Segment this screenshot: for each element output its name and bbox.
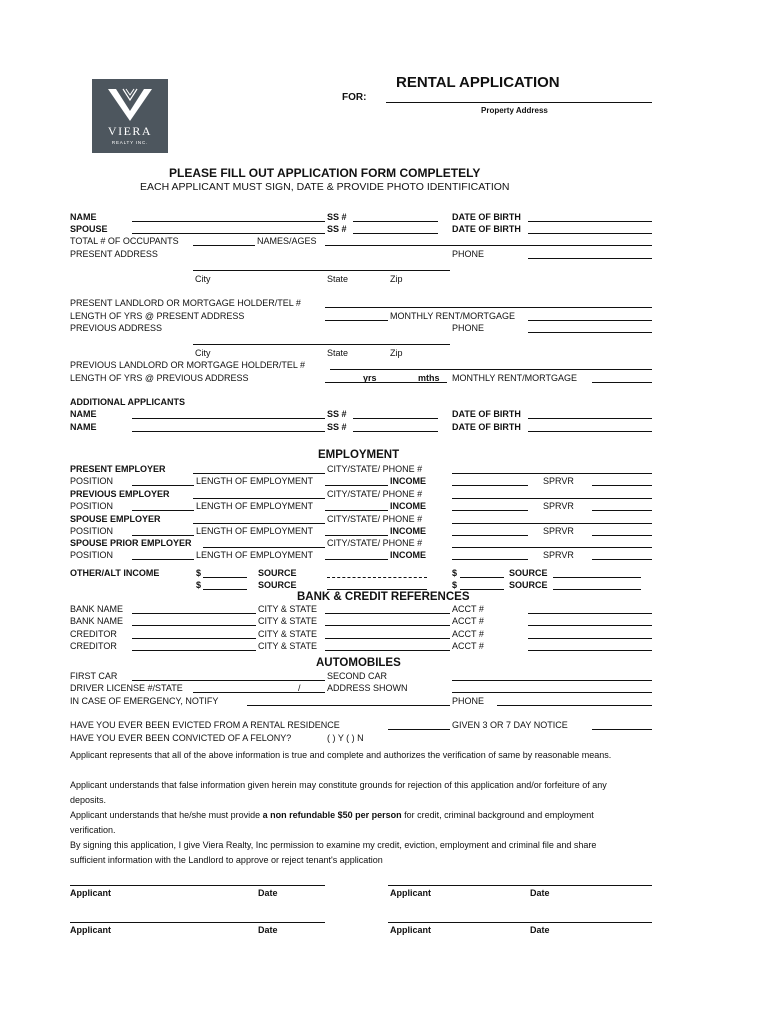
previous-employer-label: PREVIOUS EMPLOYER (70, 489, 170, 499)
add-name-field-1[interactable] (132, 418, 325, 419)
sprvr-label-2: SPRVR (543, 501, 574, 511)
source-label-4: SOURCE (509, 580, 548, 590)
creditor-city-state-field-2[interactable] (325, 650, 450, 651)
source-field-3[interactable] (327, 589, 427, 590)
spouse-prior-employer-field[interactable] (203, 547, 325, 548)
income-field-3[interactable] (452, 535, 528, 536)
first-car-field[interactable] (132, 680, 325, 681)
present-address-field[interactable] (193, 270, 450, 271)
present-landlord-label: PRESENT LANDLORD OR MORTGAGE HOLDER/TEL # (70, 298, 301, 308)
ss-field[interactable] (353, 221, 438, 222)
fee-paragraph (70, 808, 630, 837)
previous-phone-field[interactable] (528, 332, 652, 333)
applicant-signature-line-1[interactable] (70, 885, 325, 886)
spouse-ss-field[interactable] (353, 233, 438, 234)
position-label-4: POSITION (70, 550, 114, 560)
creditor-acct-field-2[interactable] (528, 650, 652, 651)
income-label-4: INCOME (390, 550, 426, 560)
bank-acct-field-2[interactable] (528, 625, 652, 626)
source-label-3: SOURCE (258, 580, 297, 590)
spouse-prior-csp-field[interactable] (452, 547, 652, 548)
creditor-label-1: CREDITOR (70, 629, 117, 639)
income-field-2[interactable] (452, 510, 528, 511)
creditor-acct-label-2: ACCT # (452, 641, 484, 651)
add-dob-field-1[interactable] (528, 418, 652, 419)
present-employer-csp-field[interactable] (452, 473, 652, 474)
creditor-city-state-label-2: CITY & STATE (258, 641, 318, 651)
bank-acct-label-1: ACCT # (452, 604, 484, 614)
spouse-ss-label: SS # (327, 224, 347, 234)
first-car-label: FIRST CAR (70, 671, 118, 681)
zip-label: Zip (390, 274, 403, 284)
position-label-1: POSITION (70, 476, 114, 486)
emergency-phone-field[interactable] (497, 705, 652, 706)
date-label-2: Date (530, 888, 550, 898)
felony-yn-options[interactable]: ( ) Y ( ) N (327, 733, 364, 743)
other-income-amount-3[interactable] (203, 589, 247, 590)
dob-label: DATE OF BIRTH (452, 212, 521, 222)
source-label-1: SOURCE (258, 568, 297, 578)
names-ages-label: NAMES/AGES (257, 236, 317, 246)
source-field-2[interactable] (553, 577, 641, 578)
false-information-paragraph: Applicant understands that false information given herein may constitute grounds for rejection of this application and/or forfeiture of any deposits. (70, 780, 607, 805)
form-title: RENTAL APPLICATION (396, 74, 560, 91)
creditor-city-state-label-1: CITY & STATE (258, 629, 318, 639)
income-label-1: INCOME (390, 476, 426, 486)
property-address-label: Property Address (481, 106, 548, 115)
bank-acct-label-2: ACCT # (452, 616, 484, 626)
sprvr-label-3: SPRVR (543, 526, 574, 536)
fee-paragraph-end: for credit, criminal background and employment verification. (70, 810, 594, 835)
creditor-field-2[interactable] (132, 650, 256, 651)
bank-name-field-1[interactable] (132, 613, 256, 614)
sign-instructions: EACH APPLICANT MUST SIGN, DATE & PROVIDE PHOTO IDENTIFICATION (140, 181, 510, 193)
viera-realty-logo (92, 79, 168, 153)
position-field-4[interactable] (132, 559, 194, 560)
bank-city-state-field-2[interactable] (325, 625, 450, 626)
phone-label: PHONE (452, 249, 485, 259)
other-income-label: OTHER/ALT INCOME (70, 568, 160, 578)
length-employment-label-1: LENGTH OF EMPLOYMENT (196, 476, 314, 486)
spouse-dob-label: DATE OF BIRTH (452, 224, 521, 234)
other-income-dollar-1: $ (196, 568, 202, 578)
previous-employer-csp-label: CITY/STATE/ PHONE # (327, 489, 423, 499)
for-label: FOR: (342, 92, 367, 103)
income-field-4[interactable] (452, 559, 528, 560)
other-income-amount-4[interactable] (460, 589, 504, 590)
previous-landlord-field[interactable] (330, 369, 652, 370)
length-present-label: LENGTH OF YRS @ PRESENT ADDRESS (70, 311, 245, 321)
length-employment-label-3: LENGTH OF EMPLOYMENT (196, 526, 314, 536)
position-label-2: POSITION (70, 501, 114, 511)
add-ss-label-2: SS # (327, 422, 347, 432)
position-field-3[interactable] (132, 535, 194, 536)
name-field[interactable] (132, 221, 325, 222)
length-employment-field-2[interactable] (325, 510, 388, 511)
creditor-field-1[interactable] (132, 638, 256, 639)
add-dob-label-2: DATE OF BIRTH (452, 422, 521, 432)
spouse-label: SPOUSE (70, 224, 108, 234)
phone-field[interactable] (528, 258, 652, 259)
source-label-2: SOURCE (509, 568, 548, 578)
bank-name-label-1: BANK NAME (70, 604, 124, 614)
sprvr-field-2[interactable] (592, 510, 652, 511)
spouse-employer-csp-field[interactable] (452, 523, 652, 524)
previous-employer-csp-field[interactable] (452, 498, 652, 499)
total-occupants-field[interactable] (193, 245, 255, 246)
date-label-3: Date (258, 925, 278, 935)
logo-sub: REALTY INC. (111, 140, 149, 145)
bank-city-state-field-1[interactable] (325, 613, 450, 614)
mths-label: mths (418, 373, 440, 383)
prev-zip-label: Zip (390, 348, 403, 358)
logo-name: VIERA (107, 124, 153, 138)
sprvr-field-4[interactable] (592, 559, 652, 560)
total-occupants-label: TOTAL # OF OCCUPANTS (70, 236, 179, 246)
add-name-label-1: NAME (70, 409, 97, 419)
permission-paragraph: By signing this application, I give Viera Realty, Inc permission to examine my credit, eviction, employment and criminal file and share sufficient information with the Landlord to approve or reject tenant's application (70, 840, 597, 865)
applicant-signature-line-3[interactable] (70, 922, 325, 923)
present-employer-csp-label: CITY/STATE/ PHONE # (327, 464, 423, 474)
given-notice-label: GIVEN 3 OR 7 DAY NOTICE (452, 720, 568, 730)
bank-name-field-2[interactable] (132, 625, 256, 626)
creditor-acct-field-1[interactable] (528, 638, 652, 639)
present-employer-field[interactable] (193, 473, 325, 474)
spouse-employer-label: SPOUSE EMPLOYER (70, 514, 161, 524)
other-income-amount-1[interactable] (203, 577, 247, 578)
applicant-label-1: Applicant (70, 888, 112, 898)
employment-heading: EMPLOYMENT (318, 449, 400, 461)
position-label-3: POSITION (70, 526, 114, 536)
income-label-3: INCOME (390, 526, 426, 536)
add-ss-field-2[interactable] (353, 431, 438, 432)
dob-field[interactable] (528, 221, 652, 222)
ss-label: SS # (327, 212, 347, 222)
emergency-contact-label: IN CASE OF EMERGENCY, NOTIFY (70, 696, 219, 706)
bank-acct-field-1[interactable] (528, 613, 652, 614)
length-previous-label: LENGTH OF YRS @ PREVIOUS ADDRESS (70, 373, 249, 383)
spouse-prior-csp-label: CITY/STATE/ PHONE # (327, 538, 423, 548)
additional-applicants-label: ADDITIONAL APPLICANTS (70, 397, 186, 407)
city-label: City (195, 274, 211, 284)
evicted-question: HAVE YOU EVER BEEN EVICTED FROM A RENTAL RESIDENCE (70, 720, 340, 730)
authorization-paragraph: Applicant represents that all of the above information is true and complete and authorizes the verification of same by reasonable means. (70, 750, 612, 760)
evicted-field[interactable] (388, 729, 450, 730)
previous-landlord-label: PREVIOUS LANDLORD OR MORTGAGE HOLDER/TEL # (70, 360, 306, 370)
source-field-1[interactable] (327, 577, 427, 578)
second-car-field[interactable] (452, 680, 652, 681)
length-employment-field-1[interactable] (325, 485, 388, 486)
length-employment-field-4[interactable] (325, 559, 388, 560)
position-field-1[interactable] (132, 485, 194, 486)
source-field-4[interactable] (553, 589, 641, 590)
property-address-line[interactable] (386, 102, 652, 103)
state-label: State (327, 274, 349, 284)
add-dob-field-2[interactable] (528, 431, 652, 432)
present-employer-label: PRESENT EMPLOYER (70, 464, 166, 474)
driver-license-slash: / (298, 683, 301, 693)
applicant-signature-line-2[interactable] (388, 885, 652, 886)
prev-city-label: City (195, 348, 211, 358)
length-present-field[interactable] (325, 320, 388, 321)
position-field-2[interactable] (132, 510, 194, 511)
add-ss-label-1: SS # (327, 409, 347, 419)
yrs-label: yrs (363, 373, 377, 383)
automobiles-heading: AUTOMOBILES (316, 657, 401, 669)
add-name-label-2: NAME (70, 422, 97, 432)
applicant-label-4: Applicant (390, 925, 432, 935)
other-income-dollar-3: $ (196, 580, 202, 590)
driver-license-label: DRIVER LICENSE #/STATE (70, 683, 183, 693)
other-income-dollar-2: $ (452, 568, 458, 578)
prev-state-label: State (327, 348, 349, 358)
creditor-city-state-field-1[interactable] (325, 638, 450, 639)
spouse-employer-csp-label: CITY/STATE/ PHONE # (327, 514, 423, 524)
other-income-amount-2[interactable] (460, 577, 504, 578)
other-income-dollar-4: $ (452, 580, 458, 590)
monthly-rent-label: MONTHLY RENT/MORTGAGE (390, 311, 516, 321)
applicant-label-2: Applicant (390, 888, 432, 898)
previous-address-label: PREVIOUS ADDRESS (70, 323, 163, 333)
driver-license-field[interactable] (193, 692, 325, 693)
income-field-1[interactable] (452, 485, 528, 486)
fee-paragraph-start: Applicant understands that he/she must provide (70, 810, 263, 820)
income-label-2: INCOME (390, 501, 426, 511)
bank-credit-heading: BANK & CREDIT REFERENCES (297, 591, 470, 603)
spouse-prior-employer-label: SPOUSE PRIOR EMPLOYER (70, 538, 192, 548)
address-shown-label: ADDRESS SHOWN (327, 683, 408, 693)
previous-employer-field[interactable] (193, 498, 325, 499)
monthly-rent-field[interactable] (528, 320, 652, 321)
previous-address-field[interactable] (193, 344, 450, 345)
bank-name-label-2: BANK NAME (70, 616, 124, 626)
sprvr-field-1[interactable] (592, 485, 652, 486)
felony-question: HAVE YOU EVER BEEN CONVICTED OF A FELONY? (70, 733, 292, 743)
add-dob-label-1: DATE OF BIRTH (452, 409, 521, 419)
date-label-1: Date (258, 888, 278, 898)
spouse-field[interactable] (132, 233, 325, 234)
bank-city-state-label-2: CITY & STATE (258, 616, 318, 626)
date-label-4: Date (530, 925, 550, 935)
spouse-employer-field[interactable] (193, 523, 325, 524)
creditor-acct-label-1: ACCT # (452, 629, 484, 639)
address-shown-field[interactable] (452, 692, 652, 693)
add-name-field-2[interactable] (132, 431, 325, 432)
length-employment-label-4: LENGTH OF EMPLOYMENT (196, 550, 314, 560)
previous-phone-label: PHONE (452, 323, 485, 333)
add-ss-field-1[interactable] (353, 418, 438, 419)
emergency-contact-field[interactable] (247, 705, 450, 706)
length-employment-field-3[interactable] (325, 535, 388, 536)
applicant-signature-line-4[interactable] (388, 922, 652, 923)
spouse-dob-field[interactable] (528, 233, 652, 234)
sprvr-field-3[interactable] (592, 535, 652, 536)
emergency-phone-label: PHONE (452, 696, 485, 706)
fill-out-headline: PLEASE FILL OUT APPLICATION FORM COMPLETELY (169, 166, 481, 180)
creditor-label-2: CREDITOR (70, 641, 117, 651)
present-address-label: PRESENT ADDRESS (70, 249, 158, 259)
sprvr-label-4: SPRVR (543, 550, 574, 560)
prev-monthly-rent-field[interactable] (592, 382, 652, 383)
present-landlord-field[interactable] (325, 307, 652, 308)
prev-monthly-rent-label: MONTHLY RENT/MORTGAGE (452, 373, 578, 383)
applicant-label-3: Applicant (70, 925, 112, 935)
logo-v-mark-icon (92, 79, 168, 153)
fee-amount: a non refundable $50 per person (262, 810, 402, 820)
bank-city-state-label-1: CITY & STATE (258, 604, 318, 614)
sprvr-label-1: SPRVR (543, 476, 574, 486)
length-employment-label-2: LENGTH OF EMPLOYMENT (196, 501, 314, 511)
second-car-label: SECOND CAR (327, 671, 388, 681)
name-label: NAME (70, 212, 97, 222)
names-ages-field[interactable] (325, 245, 652, 246)
given-notice-field[interactable] (592, 729, 652, 730)
